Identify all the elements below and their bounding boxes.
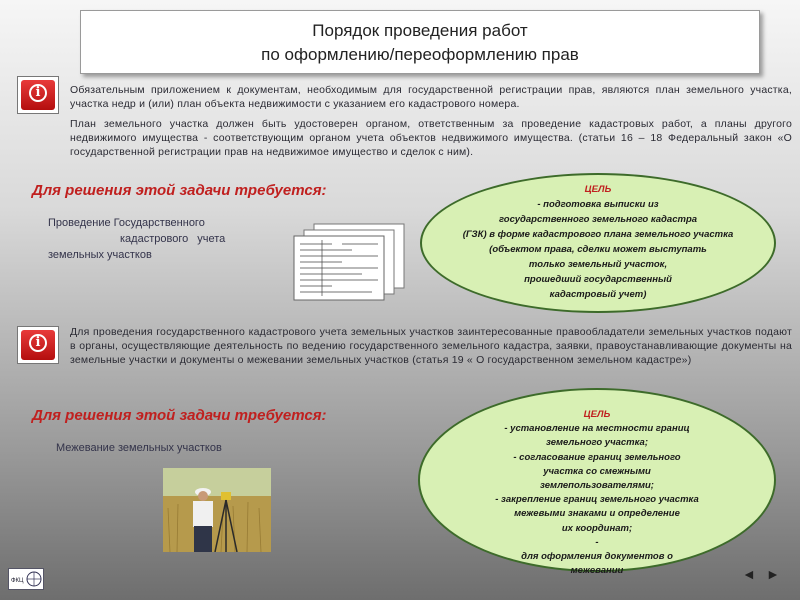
document-sheets-image (292, 222, 412, 302)
section2-goal-line: - согласование границ земельного (513, 451, 681, 463)
logo-text: ФКЦ (11, 578, 24, 584)
section1-task-label: Для решения этой задачи требуется: (32, 182, 327, 199)
section1-goal-line: прошедший государственный (524, 274, 672, 285)
section1-goal-line: (объектом права, сделки может выступать (489, 244, 707, 255)
section2-goal-line: землепользователями; (540, 480, 654, 492)
section1-goal-line: государственного земельного кадастра (498, 214, 698, 225)
section2-paragraph: Для проведения государственного кадастрового учета земельных участков заинтересованные правообладатели земельных участков подают в органы, осуществляющие деятельность по ведению государственного земельного кадастра, заявки, правоустанавливающие документы на земельные участки и документы о межевании земельных участков (статья 19 « О государственном земельном кадастре») (70, 326, 792, 366)
section1-subtask-line-1: Проведение Государственного (48, 217, 205, 229)
section2-goal-line: - (595, 536, 599, 548)
section1-subtask (48, 215, 268, 263)
section1-goal-ellipse (420, 173, 776, 313)
title-line-2: по оформлению/переоформлению прав (261, 45, 579, 64)
section2-goal-title: ЦЕЛЬ (583, 409, 611, 420)
section1-goal-title: ЦЕЛЬ (584, 184, 612, 195)
section2-task-label: Для решения этой задачи требуется: (32, 407, 327, 424)
section1-goal-line: кадастровый учет) (549, 289, 647, 300)
section1-goal-line: (ГЗК) в форме кадастрового плана земельного участка (462, 229, 734, 240)
title-box (80, 10, 760, 74)
title-line-1: Порядок проведения работ (312, 21, 528, 40)
section2-goal-line: - установление на местности границ (504, 423, 690, 435)
section1-goal-line: - подготовка выписки из (537, 199, 659, 210)
info-icon: i (17, 326, 59, 364)
organization-logo (8, 568, 44, 590)
section2-goal-line: их координат; (561, 522, 633, 534)
section1-subtask-line-2: кадастрового учета (120, 233, 226, 245)
section1-paragraph-2: План земельного участка должен быть удостоверен органом, ответственным за проведение кадастровых работ, а планы другого недвижимого имущества - соответствующим органом учета объектов недвижимого имущества. (статьи 16 – 18 Федеральный закон «О государственной регистрации прав на недвижимое имущество и сделок с ним). (70, 118, 792, 158)
section2-goal-line: земельного участка; (545, 437, 648, 449)
next-slide-button[interactable]: ► (766, 566, 780, 582)
section2-goal-line: межевыми знаками и определение (514, 508, 680, 520)
section2-goal-line: межевании (570, 565, 624, 577)
info-icon: i (17, 76, 59, 114)
section1-paragraph-1: Обязательным приложением к документам, необходимым для государственной регистрации прав, являются план земельного участка, участка недр и (или) план объекта недвижимости с указанием его кадастрового номера. (70, 84, 792, 110)
section2-goal-line: участка со смежными (543, 465, 651, 477)
section2-goal-line: для оформления документов о (521, 551, 673, 563)
section2-goal-ellipse (418, 388, 776, 577)
surveyor-photo (163, 468, 271, 552)
section1-goal-line: только земельный участок, (528, 259, 668, 270)
section2-subtask: Межевание земельных участков (56, 442, 222, 454)
prev-slide-button[interactable]: ◄ (742, 566, 756, 582)
section2-goal-line: - закрепление границ земельного участка (495, 494, 699, 506)
section1-subtask-line-3: земельных участков (48, 249, 152, 261)
